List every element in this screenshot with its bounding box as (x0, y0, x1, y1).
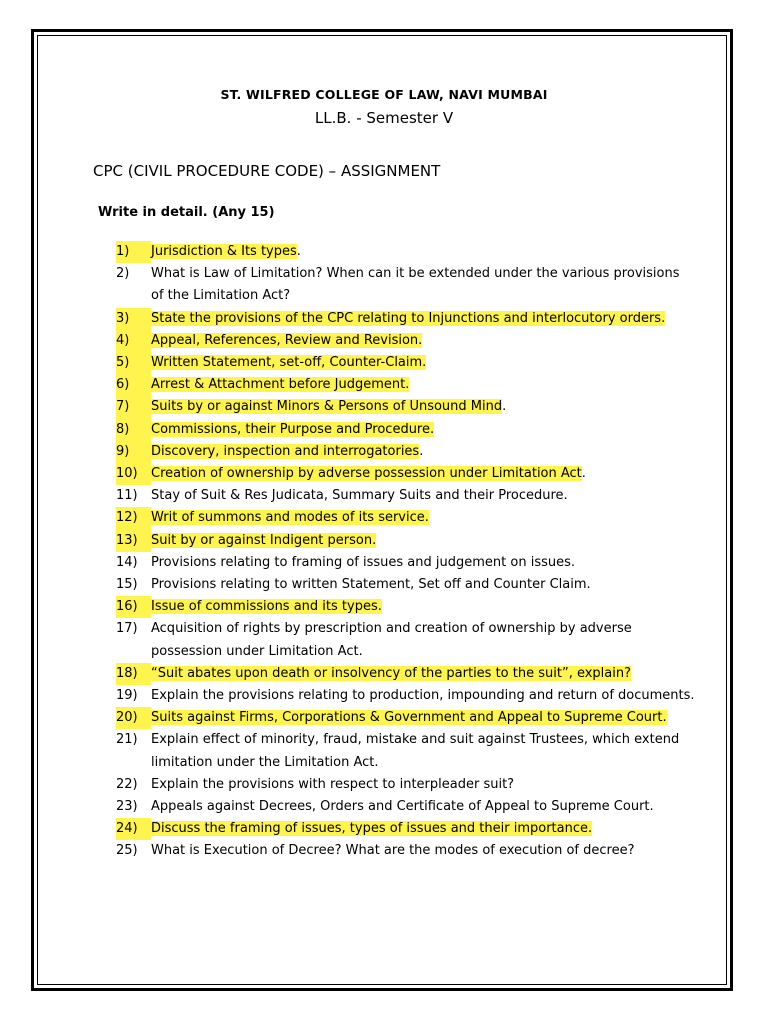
question-item (116, 374, 696, 396)
question-text: Writ of summons and modes of its service. (151, 510, 429, 526)
question-list (116, 241, 696, 863)
question-number: 6) (116, 374, 151, 396)
question-text: Explain the provisions with respect to interpleader suit? (151, 776, 515, 792)
assignment-title: CPC (CIVIL PROCEDURE CODE) – ASSIGNMENT (93, 162, 441, 180)
question-text: “Suit abates upon death or insolvency of the parties to the suit”, explain? (151, 665, 631, 681)
question-item (116, 485, 696, 507)
question-text-wrap (151, 441, 696, 463)
question-text: Commissions, their Purpose and Procedure. (151, 421, 435, 437)
question-text: Suit by or against Indigent person. (151, 532, 377, 548)
question-text: Arrest & Attachment before Judgement. (151, 377, 410, 393)
question-item (116, 263, 696, 307)
question-text-wrap (151, 818, 696, 840)
question-tail-punctuation: . (581, 466, 586, 482)
question-number: 25) (116, 843, 138, 859)
question-text-wrap (151, 840, 696, 862)
question-number: 18) (116, 663, 151, 685)
question-text: Suits by or against Minors & Persons of Unsound Mind (151, 399, 503, 415)
question-number: 19) (116, 688, 138, 704)
question-text: Discovery, inspection and interrogatories (151, 443, 420, 459)
question-number: 10) (116, 463, 151, 485)
question-text: Jurisdiction & Its types (151, 244, 297, 259)
question-item (116, 241, 696, 263)
question-text-wrap (151, 707, 696, 729)
question-number: 17) (116, 621, 138, 637)
question-text: Explain effect of minority, fraud, mistake and suit against Trustees, which extend limitation under the Limitation Act. (151, 732, 680, 770)
question-text-wrap (151, 396, 696, 418)
question-number: 5) (116, 352, 151, 374)
question-text: Written Statement, set-off, Counter-Claim. (151, 355, 427, 371)
question-item (116, 441, 696, 463)
question-text-wrap (151, 330, 696, 352)
question-text-wrap (151, 507, 696, 529)
question-text-wrap (151, 552, 696, 574)
question-text-wrap (151, 241, 696, 263)
question-text-wrap (151, 352, 696, 374)
question-text-wrap (151, 485, 696, 507)
question-text: Creation of ownership by adverse possession under Limitation Act (151, 466, 582, 482)
question-item (116, 618, 696, 662)
question-number: 11) (116, 488, 138, 504)
question-tail-punctuation: . (419, 443, 424, 459)
question-text: Issue of commissions and its types. (151, 599, 382, 615)
question-text-wrap (151, 618, 696, 662)
question-number: 2) (116, 266, 130, 282)
question-text-wrap (151, 308, 696, 330)
question-tail-punctuation: . (296, 244, 301, 259)
question-text-wrap (151, 374, 696, 396)
question-text-wrap (151, 796, 696, 818)
question-text: Appeal, References, Review and Revision. (151, 332, 423, 348)
question-number: 22) (116, 776, 138, 792)
college-name: ST. WILFRED COLLEGE OF LAW, NAVI MUMBAI (220, 87, 548, 102)
question-text: Provisions relating to written Statement, Set off and Counter Claim. (151, 577, 591, 593)
question-item (116, 574, 696, 596)
question-number: 24) (116, 818, 151, 840)
question-tail-punctuation: . (502, 399, 507, 415)
question-number: 21) (116, 732, 138, 748)
question-item (116, 818, 696, 840)
question-number: 15) (116, 577, 138, 593)
question-text-wrap (151, 774, 696, 796)
question-item (116, 552, 696, 574)
question-text-wrap (151, 729, 696, 773)
question-text-wrap (151, 463, 696, 485)
question-text-wrap (151, 663, 696, 685)
question-text: What is Execution of Decree? What are the modes of execution of decree? (151, 843, 635, 859)
question-item (116, 840, 696, 862)
question-item (116, 596, 696, 618)
question-item (116, 507, 696, 529)
question-item (116, 774, 696, 796)
question-item (116, 463, 696, 485)
question-text: State the provisions of the CPC relating to Injunctions and interlocutory orders. (151, 310, 666, 326)
question-text: Provisions relating to framing of issues and judgement on issues. (151, 554, 576, 570)
question-item (116, 796, 696, 818)
question-item (116, 419, 696, 441)
question-number: 14) (116, 554, 138, 570)
question-item (116, 663, 696, 685)
question-item (116, 308, 696, 330)
question-number: 20) (116, 707, 151, 729)
question-text-wrap (151, 574, 696, 596)
question-text-wrap (151, 685, 696, 707)
question-item (116, 729, 696, 773)
question-text: Suits against Firms, Corporations & Government and Appeal to Supreme Court. (151, 710, 667, 726)
semester-title: LL.B. - Semester V (314, 109, 454, 127)
question-number: 7) (116, 396, 151, 418)
question-text: Appeals against Decrees, Orders and Certificate of Appeal to Supreme Court. (151, 799, 654, 815)
question-text: Discuss the framing of issues, types of issues and their importance. (151, 821, 593, 837)
question-item (116, 685, 696, 707)
question-text-wrap (151, 530, 696, 552)
question-number: 3) (116, 308, 151, 330)
question-text: Explain the provisions relating to production, impounding and return of documents. (151, 688, 695, 704)
question-item (116, 330, 696, 352)
question-text: Acquisition of rights by prescription and creation of ownership by adverse possession under Limitation Act. (151, 621, 632, 659)
question-number: 12) (116, 507, 151, 529)
question-number: 1) (116, 241, 151, 263)
question-number: 16) (116, 596, 151, 618)
question-text-wrap (151, 596, 696, 618)
question-item (116, 707, 696, 729)
question-item (116, 530, 696, 552)
question-number: 13) (116, 530, 151, 552)
question-number: 9) (116, 441, 151, 463)
question-text: What is Law of Limitation? When can it be extended under the various provisions of the Limitation Act? (151, 266, 680, 304)
question-number: 4) (116, 330, 151, 352)
question-number: 23) (116, 799, 138, 815)
question-number: 8) (116, 419, 151, 441)
question-item (116, 352, 696, 374)
instruction-text: Write in detail. (Any 15) (98, 205, 275, 220)
question-text: Stay of Suit & Res Judicata, Summary Suits and their Procedure. (151, 488, 568, 504)
question-item (116, 396, 696, 418)
question-text-wrap (151, 419, 696, 441)
question-text-wrap (151, 263, 696, 307)
